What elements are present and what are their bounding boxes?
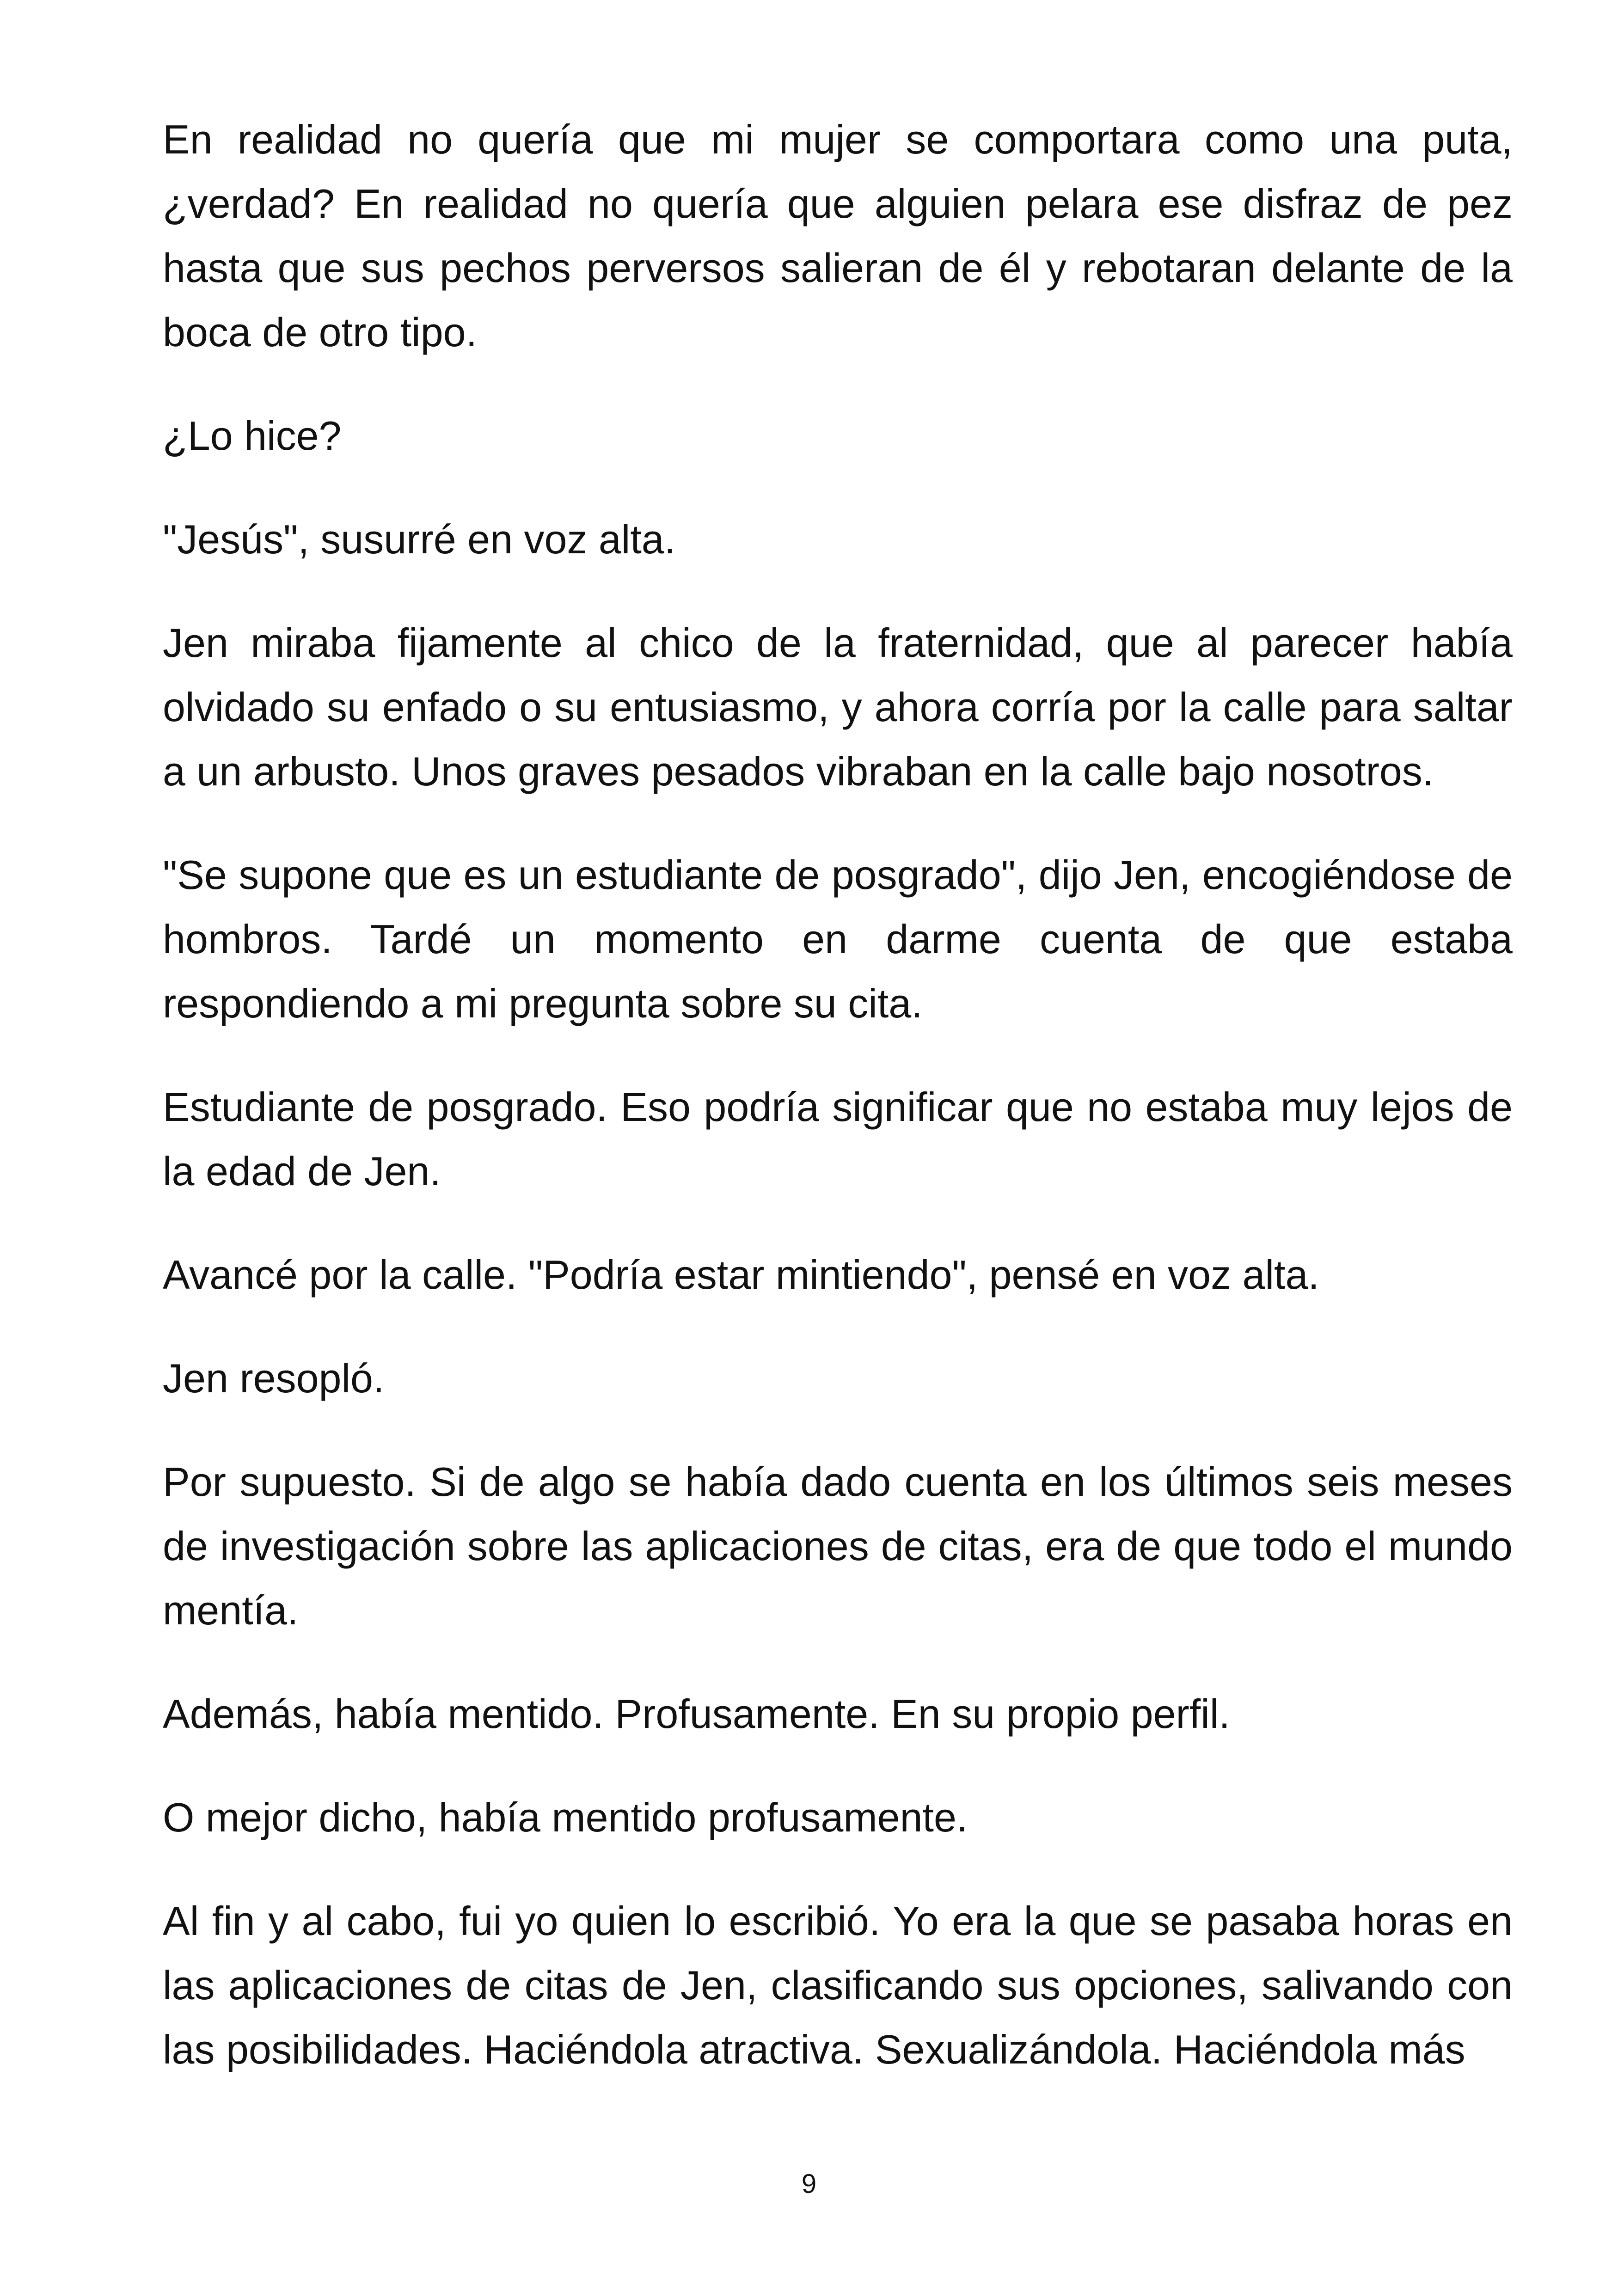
paragraph: Estudiante de posgrado. Eso podría significar que no estaba muy lejos de la edad de Jen. xyxy=(163,1084,1513,1194)
page-body-text xyxy=(163,107,1513,2082)
paragraph: "Jesús", susurré en voz alta. xyxy=(163,516,676,562)
paragraph: En realidad no quería que mi mujer se comportara como una puta, ¿verdad? En realidad no quería que alguien pelara ese disfraz de pez hasta que sus pechos perversos salieran de él y rebotaran delante de la boca de otro tipo. xyxy=(163,116,1513,355)
paragraph: Avancé por la calle. "Podría estar mintiendo", pensé en voz alta. xyxy=(163,1252,1319,1298)
paragraph: Jen miraba fijamente al chico de la fraternidad, que al parecer había olvidado su enfado o su entusiasmo, y ahora corría por la calle para saltar a un arbusto. Unos graves pesados vibraban en la calle bajo nosotros. xyxy=(163,620,1513,794)
paragraph: ¿Lo hice? xyxy=(163,413,342,459)
paragraph: Por supuesto. Si de algo se había dado cuenta en los últimos seis meses de investigación sobre las aplicaciones de citas, era de que todo el mundo mentía. xyxy=(163,1459,1513,1633)
paragraph: Al fin y al cabo, fui yo quien lo escribió. Yo era la que se pasaba horas en las aplicaciones de citas de Jen, clasificando sus opciones, salivando con las posibilidades. Haciéndola atractiva. Sexualizándola. Haciéndola más xyxy=(163,1898,1513,2072)
paragraph: O mejor dicho, había mentido profusamente. xyxy=(163,1794,968,1840)
page-number: 9 xyxy=(801,2169,817,2199)
paragraph: Jen resopló. xyxy=(163,1355,385,1401)
paragraph: Además, había mentido. Profusamente. En su propio perfil. xyxy=(163,1691,1230,1737)
paragraph: "Se supone que es un estudiante de posgrado", dijo Jen, encogiéndose de hombros. Tardé un momento en darme cuenta de que estaba respondiendo a mi pregunta sobre su cita. xyxy=(163,852,1513,1026)
